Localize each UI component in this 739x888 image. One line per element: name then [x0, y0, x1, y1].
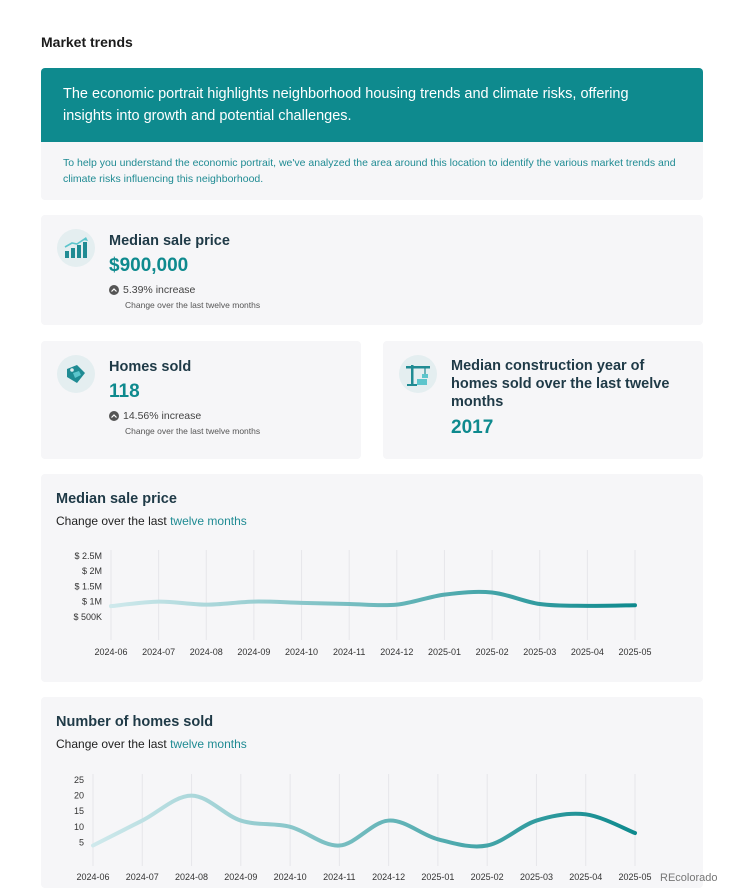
- data-point[interactable]: [632, 602, 638, 608]
- x-tick-label: 2024-08: [175, 872, 209, 882]
- homes-sold-trend-sub: Change over the last twelve months: [125, 426, 261, 436]
- data-point[interactable]: [537, 601, 543, 607]
- x-tick-label: 2025-02: [475, 647, 509, 657]
- median-price-label: Median sale price: [109, 233, 230, 249]
- homes-sold-chart-card: [41, 697, 703, 888]
- data-point[interactable]: [189, 793, 195, 799]
- x-tick-label: 2025-03: [523, 647, 557, 657]
- x-tick-label: 2024-07: [125, 872, 159, 882]
- data-point[interactable]: [441, 592, 447, 598]
- homes-sold-trend-text: 14.56% increase: [123, 410, 202, 422]
- x-tick-label: 2025-04: [569, 872, 603, 882]
- homes-sold-label: Homes sold: [109, 359, 192, 375]
- median-price-card: [41, 215, 703, 325]
- x-tick-label: 2024-11: [323, 872, 356, 882]
- data-point[interactable]: [90, 843, 96, 849]
- intro-banner: [41, 68, 703, 142]
- data-point[interactable]: [386, 818, 392, 824]
- x-tick-label: 2024-12: [380, 647, 414, 657]
- x-tick-label: 2024-08: [189, 647, 223, 657]
- data-point[interactable]: [108, 603, 114, 609]
- x-tick-label: 2025-02: [470, 872, 504, 882]
- data-point[interactable]: [251, 599, 257, 605]
- data-point[interactable]: [489, 589, 495, 595]
- increase-icon: [109, 285, 119, 295]
- x-tick-label: 2025-04: [570, 647, 604, 657]
- section-title: Market trends: [41, 34, 133, 50]
- construction-year-card: [383, 341, 703, 459]
- data-point[interactable]: [139, 818, 145, 824]
- y-tick-label: 20: [73, 790, 84, 801]
- data-point[interactable]: [336, 843, 342, 849]
- y-tick-label: 10: [73, 821, 84, 832]
- brand-label: REcolorado: [660, 872, 718, 884]
- data-point[interactable]: [435, 836, 441, 842]
- data-point[interactable]: [484, 843, 490, 849]
- x-tick-label: 2024-10: [285, 647, 319, 657]
- median-price-chart-card: [41, 474, 703, 682]
- x-tick-label: 2024-07: [142, 647, 176, 657]
- chart-subtitle-accent: twelve months: [170, 737, 247, 751]
- data-point[interactable]: [156, 599, 162, 605]
- x-tick-label: 2024-09: [237, 647, 271, 657]
- series-line: [93, 796, 635, 847]
- x-tick-label: 2024-11: [332, 647, 366, 657]
- data-point[interactable]: [238, 818, 244, 824]
- homes-sold-value: 118: [109, 381, 140, 402]
- y-tick-label: 5: [78, 837, 84, 848]
- chart-subtitle-accent: twelve months: [170, 514, 247, 528]
- homes-sold-chart: [41, 697, 703, 888]
- data-point[interactable]: [584, 603, 590, 609]
- rising-chart-icon: [57, 229, 95, 267]
- y-tick-label: $ 500K: [73, 611, 102, 622]
- construction-year-label: Median construction year of homes sold over the last twelve months: [451, 358, 670, 410]
- chart-subtitle-prefix: Change over the last: [56, 514, 171, 528]
- x-tick-label: 2024-12: [372, 872, 406, 882]
- crane-icon: [399, 355, 437, 393]
- x-tick-label: 2024-10: [273, 872, 307, 882]
- construction-year-value: 2017: [451, 417, 494, 438]
- x-tick-label: 2025-03: [519, 872, 553, 882]
- homes-sold-trend: [109, 410, 201, 422]
- median-price-trend-sub: Change over the last twelve months: [125, 300, 261, 310]
- median-price-trend-text: 5.39% increase: [123, 284, 196, 296]
- banner-text: The economic portrait highlights neighborhood housing trends and climate risks, offering insights into growth and potential challenges.: [63, 86, 629, 124]
- data-point[interactable]: [203, 602, 209, 608]
- x-tick-label: 2024-09: [224, 872, 258, 882]
- data-point[interactable]: [533, 818, 539, 824]
- x-tick-label: 2025-05: [618, 647, 652, 657]
- x-tick-label: 2025-01: [421, 872, 455, 882]
- y-tick-label: 15: [73, 806, 84, 817]
- y-tick-label: $ 1M: [81, 596, 102, 607]
- y-tick-label: 25: [73, 775, 84, 785]
- x-tick-label: 2025-01: [427, 647, 461, 657]
- data-point[interactable]: [394, 602, 400, 608]
- y-tick-label: $ 2.5M: [74, 551, 102, 561]
- series-line: [111, 592, 635, 606]
- median-price-value: $900,000: [109, 255, 189, 276]
- chart-title: Median sale price: [56, 491, 177, 507]
- note-text: To help you understand the economic portrait, we've analyzed the area around this location to identify the various market trends and climate risks influencing this neighborhood.: [63, 157, 676, 185]
- data-point[interactable]: [632, 830, 638, 836]
- price-tag-icon: [57, 355, 95, 393]
- homes-sold-card: [41, 341, 361, 459]
- chart-title: Number of homes sold: [56, 714, 214, 730]
- data-point[interactable]: [287, 824, 293, 830]
- x-tick-label: 2025-05: [618, 872, 652, 882]
- x-tick-label: 2024-06: [94, 647, 128, 657]
- intro-note: [41, 142, 703, 200]
- data-point[interactable]: [583, 811, 589, 817]
- chart-subtitle-prefix: Change over the last: [56, 737, 171, 751]
- median-price-chart: [41, 474, 703, 682]
- data-point[interactable]: [299, 600, 305, 606]
- y-tick-label: $ 2M: [81, 566, 102, 577]
- data-point[interactable]: [346, 601, 352, 607]
- median-price-trend: [109, 284, 195, 296]
- y-tick-label: $ 1.5M: [74, 581, 102, 592]
- increase-icon: [109, 411, 119, 421]
- x-tick-label: 2024-06: [76, 872, 110, 882]
